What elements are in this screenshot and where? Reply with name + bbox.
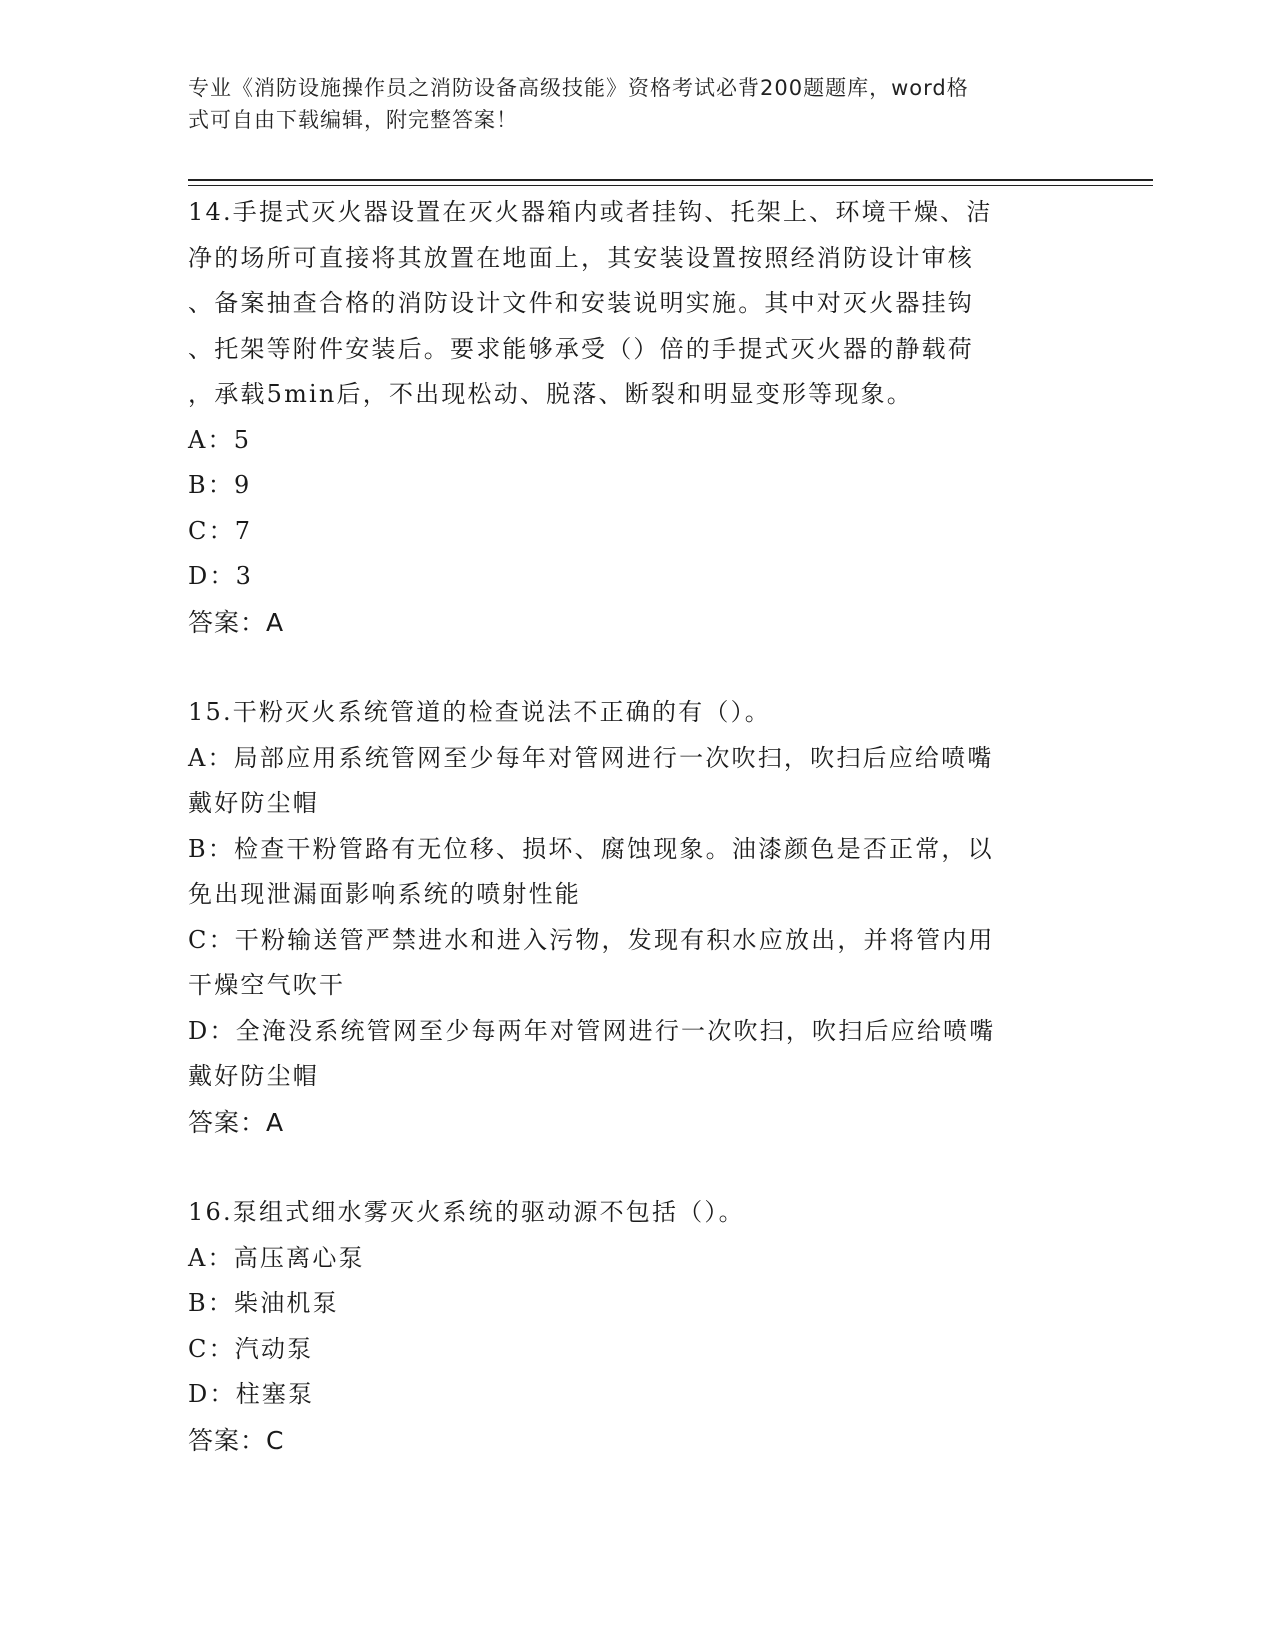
question-list xyxy=(188,190,1068,1463)
option-c: C：汽动泵 xyxy=(188,1334,314,1363)
option-c: C：干粉输送管严禁进水和进入污物，发现有积水应放出，并将管内用 xyxy=(188,925,995,954)
header-line-1: 专业《消防设施操作员之消防设备高级技能》资格考试必背200题题库，word格 xyxy=(188,76,969,100)
option-d-cont: 戴好防尘帽 xyxy=(188,1062,319,1090)
option-b: B：柴油机泵 xyxy=(188,1289,339,1317)
option-b-cont: 免出现泄漏面影响系统的喷射性能 xyxy=(188,880,581,908)
option-d: D：全淹没系统管网至少每两年对管网进行一次吹扫，吹扫后应给喷嘴 xyxy=(188,1016,996,1045)
option-a-cont: 戴好防尘帽 xyxy=(188,789,319,817)
header-rule-thick xyxy=(188,179,1153,181)
option-b: B：9 xyxy=(188,471,252,499)
option-a: A：5 xyxy=(188,425,252,454)
question-16 xyxy=(188,1190,1068,1463)
question-15 xyxy=(188,690,1068,1145)
option-a: A：高压离心泵 xyxy=(188,1243,365,1272)
answer-label: 答案：C xyxy=(188,1425,285,1455)
option-d: D：柱塞泵 xyxy=(188,1380,315,1408)
option-c: C：7 xyxy=(188,516,253,545)
question-stem-line: 15.干粉灭火系统管道的检查说法不正确的有（）。 xyxy=(188,698,771,726)
option-d: D：3 xyxy=(188,562,254,590)
question-stem-line: 、托架等附件安装后。要求能够承受（）倍的手提式灭火器的静载荷 xyxy=(188,334,974,363)
question-stem-line: 14.手提式灭火器设置在灭火器箱内或者挂钩、托架上、环境干燥、洁 xyxy=(188,198,993,226)
question-stem-line: ，承载5min后，不出现松动、脱落、断裂和明显变形等现象。 xyxy=(188,380,913,408)
answer-label: 答案：A xyxy=(188,1107,285,1137)
question-14 xyxy=(188,190,1068,645)
document-header xyxy=(188,72,1068,136)
option-c-cont: 干燥空气吹干 xyxy=(188,971,346,999)
header-rule-thin xyxy=(188,185,1153,186)
question-stem-line: 16.泵组式细水雾灭火系统的驱动源不包括（）。 xyxy=(188,1198,745,1226)
header-line-2: 式可自由下载编辑，附完整答案！ xyxy=(188,108,518,132)
question-stem-line: 净的场所可直接将其放置在地面上，其安装设置按照经消防设计审核 xyxy=(188,243,974,272)
answer-label: 答案：A xyxy=(188,607,285,637)
option-a: A：局部应用系统管网至少每年对管网进行一次吹扫，吹扫后应给喷嘴 xyxy=(188,743,994,772)
option-b: B：检查干粉管路有无位移、损坏、腐蚀现象。油漆颜色是否正常，以 xyxy=(188,834,994,863)
question-stem-line: 、备案抽查合格的消防设计文件和安装说明实施。其中对灭火器挂钩 xyxy=(188,289,974,317)
